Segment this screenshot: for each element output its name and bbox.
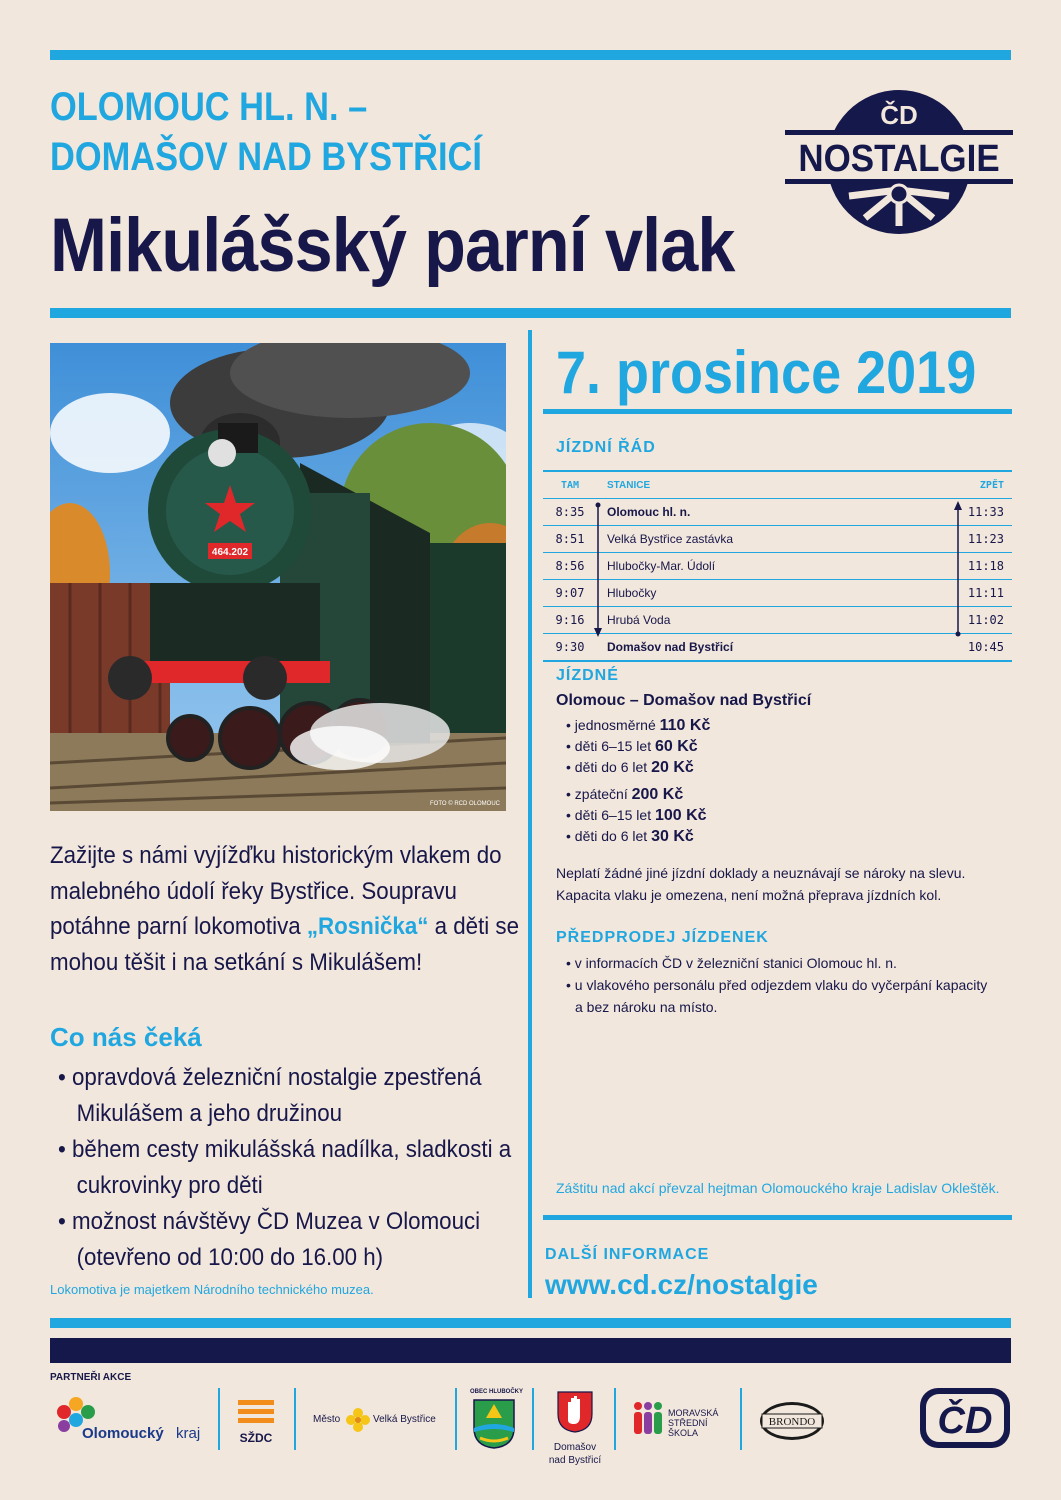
list-item: • děti do 6 let 30 Kč: [566, 828, 694, 845]
velka-bystrice-flower-icon: [346, 1408, 370, 1432]
station: Domašov nad Bystřicí: [597, 634, 947, 662]
fare-price: 110 Kč: [659, 717, 711, 734]
patronage-note: Záštitu nad akcí převzal hejtman Olomouckého kraje Ladislav Okleštěk.: [556, 1180, 1000, 1196]
date-underline: [543, 409, 1012, 414]
logo-cd-text: ČD: [880, 100, 918, 130]
table-row: [543, 580, 1012, 607]
mesto-text: Město: [313, 1414, 341, 1425]
locomotive-ownership-note: Lokomotiva je majetkem Národního technického muzea.: [50, 1282, 374, 1297]
col-station: STANICE: [597, 471, 947, 499]
expect-list: [58, 1060, 523, 1276]
presale-list: [566, 952, 987, 1018]
list-item: • opravdová železniční nostalgie zpestřená Mikulášem a jeho družinou: [58, 1064, 482, 1127]
presale-item-2: u vlakového personálu před odjezdem vlaku do vyčerpání kapacity: [574, 977, 988, 993]
expect-item-3: možnost návštěvy ČD Muzea v Olomouci (otevřeno od 10:00 do 16.00 h): [72, 1208, 481, 1271]
direction-up-arrow-icon: [952, 500, 964, 640]
cd-logo-text: ČD: [937, 1400, 993, 1442]
domasov-coat-of-arms-icon: [556, 1390, 594, 1434]
table-row: [543, 607, 1012, 634]
presale-item-2-cont: a bez nároku na místo.: [575, 999, 718, 1015]
partner-separator: [294, 1388, 296, 1450]
skola-line-1: MORAVSKÁ: [668, 1408, 719, 1418]
fare-label: děti 6–15 let: [574, 807, 652, 823]
obec-hlubocky-text: OBEC HLUBOČKY: [470, 1389, 524, 1395]
moravska-skola-text: [668, 1408, 718, 1438]
list-item: • u vlakového personálu před odjezdem vlaku do vyčerpání kapacity: [566, 977, 988, 993]
locomotive-number-plate: 464.202: [211, 547, 249, 558]
time-back: 10:45: [947, 634, 1012, 662]
fares-note-line-2: Kapacita vlaku je omezena, není možná přeprava jízdních kol.: [556, 887, 942, 903]
fare-label: děti 6–15 let: [574, 738, 652, 754]
timetable: [543, 470, 1012, 662]
intro-text-end: a děti se mohou těšit i na setkání s Mikulášem!: [50, 913, 520, 976]
brondo-logo: [758, 1400, 826, 1442]
time-back: 11:11: [947, 580, 1012, 607]
time-there: 8:35: [543, 499, 597, 526]
olomoucky-text: Olomoucký: [82, 1425, 164, 1442]
fares-note: [556, 862, 965, 906]
time-there: 8:51: [543, 526, 597, 553]
route-heading: [50, 82, 482, 182]
page-title: Mikulášský parní vlak: [50, 203, 735, 288]
table-row: [543, 634, 1012, 662]
partner-separator: [532, 1388, 534, 1450]
partner-separator: [740, 1388, 742, 1450]
table-row: [543, 526, 1012, 553]
list-item: • zpáteční 200 Kč: [566, 786, 684, 803]
intro-text-start: Zažijte s námi vyjížďku historickým vlakem do malebného údolí řeky Bystřice. Soupravu potáhne parní lokomotiva: [50, 842, 502, 940]
route-line-1: OLOMOUC HL. N. –: [50, 85, 368, 129]
fare-label: zpáteční: [574, 786, 628, 802]
expect-item-2: během cesty mikulášská nadílka, sladkosti a cukrovinky pro děti: [72, 1136, 512, 1199]
brondo-text: BRONDO: [768, 1416, 816, 1428]
skola-line-3: ŠKOLA: [668, 1428, 699, 1438]
fare-label: jednosměrné: [574, 717, 656, 733]
list-item: • děti 6–15 let 60 Kč: [566, 738, 698, 755]
station: Hlubočky-Mar. Údolí: [597, 553, 947, 580]
info-url-link[interactable]: www.cd.cz/nostalgie: [545, 1269, 818, 1300]
domasov-text: [545, 1441, 605, 1467]
fare-price: 100 Kč: [654, 807, 707, 824]
list-item: • děti 6–15 let 100 Kč: [566, 807, 707, 824]
domasov-line-2: nad Bystřicí: [548, 1455, 602, 1466]
station: Hlubočky: [597, 580, 947, 607]
time-there: 9:16: [543, 607, 597, 634]
station: Velká Bystřice zastávka: [597, 526, 947, 553]
szdc-logo: [234, 1396, 278, 1446]
timetable-header-row: [543, 471, 1012, 499]
fare-label: děti do 6 let: [574, 759, 648, 775]
fares-heading: JÍZDNÉ: [556, 667, 619, 684]
locomotive-name: „Rosnička“: [306, 913, 429, 940]
hlubocky-coat-of-arms-icon: [472, 1398, 516, 1450]
bottom-navy-bar: [50, 1338, 1011, 1363]
time-back: 11:18: [947, 553, 1012, 580]
bottom-accent-bar: [50, 1318, 1011, 1328]
table-row: [543, 553, 1012, 580]
direction-down-arrow-icon: [592, 500, 604, 640]
expect-item-1: opravdová železniční nostalgie zpestřená Mikulášem a jeho družinou: [72, 1064, 482, 1127]
list-item: • jednosměrné 110 Kč: [566, 717, 711, 734]
info-heading: DALŠÍ INFORMACE: [545, 1246, 710, 1263]
steam-locomotive-photo: [50, 343, 506, 811]
route-line-2: DOMAŠOV NAD BYSTŘICÍ: [50, 135, 482, 179]
moravska-skola-logo-icon: [630, 1400, 666, 1436]
list-item: • během cesty mikulášská nadílka, sladkosti a cukrovinky pro děti: [58, 1136, 512, 1199]
station: Hrubá Voda: [597, 607, 947, 634]
list-item: • děti do 6 let 20 Kč: [566, 759, 694, 776]
top-accent-bar: [50, 50, 1011, 60]
fare-label: děti do 6 let: [574, 828, 648, 844]
logo-nostalgie-text: NOSTALGIE: [798, 136, 1000, 180]
skola-line-2: STŘEDNÍ: [668, 1418, 708, 1428]
fare-price: 20 Kč: [651, 759, 694, 776]
col-back: ZPĚT: [947, 471, 1012, 499]
station: Olomouc hl. n.: [597, 499, 947, 526]
fares-block: [556, 690, 811, 847]
time-there: 8:56: [543, 553, 597, 580]
col-there: TAM: [543, 471, 597, 499]
time-there: 9:07: [543, 580, 597, 607]
kraj-text: kraj: [176, 1425, 201, 1442]
table-row: [543, 499, 1012, 526]
partner-separator: [218, 1388, 220, 1450]
title-divider-bar: [50, 308, 1011, 318]
fares-route: Olomouc – Domašov nad Bystřicí: [556, 692, 812, 709]
timetable-heading: JÍZDNÍ ŘÁD: [556, 439, 656, 456]
presale-item-1: v informacích ČD v železniční stanici Olomouc hl. n.: [574, 955, 897, 971]
column-divider: [528, 330, 532, 1298]
fare-price: 30 Kč: [651, 828, 694, 845]
info-divider: [543, 1215, 1012, 1220]
event-date: 7. prosince 2019: [556, 339, 977, 406]
expect-heading: Co nás čeká: [50, 1022, 202, 1052]
presale-heading: PŘEDPRODEJ JÍZDENEK: [556, 929, 769, 946]
photo-credit: FOTO © RCD OLOMOUC: [430, 801, 500, 807]
partner-separator: [614, 1388, 616, 1450]
velka-bystrice-text: Velká Bystřice: [373, 1414, 436, 1425]
fare-price: 60 Kč: [654, 738, 698, 755]
list-item: • možnost návštěvy ČD Muzea v Olomouci (otevřeno od 10:00 do 16.00 h): [58, 1208, 481, 1271]
szdc-text: SŽDC: [239, 1431, 273, 1445]
domasov-line-1: Domašov: [553, 1442, 597, 1453]
time-back: 11:02: [947, 607, 1012, 634]
list-item: • v informacích ČD v železniční stanici Olomouc hl. n.: [566, 955, 897, 971]
fare-price: 200 Kč: [631, 786, 684, 803]
intro-paragraph: [50, 838, 524, 980]
partners-label: PARTNEŘI AKCE: [50, 1372, 132, 1383]
cd-logo: [918, 1386, 1012, 1450]
time-there: 9:30: [543, 634, 597, 662]
olomoucky-kraj-logo: [50, 1394, 210, 1446]
cd-nostalgie-logo: [785, 84, 1013, 240]
time-back: 11:23: [947, 526, 1012, 553]
partner-separator: [455, 1388, 457, 1450]
fares-note-line-1: Neplatí žádné jiné jízdní doklady a neuznávají se nároky na slevu.: [556, 865, 966, 881]
time-back: 11:33: [947, 499, 1012, 526]
